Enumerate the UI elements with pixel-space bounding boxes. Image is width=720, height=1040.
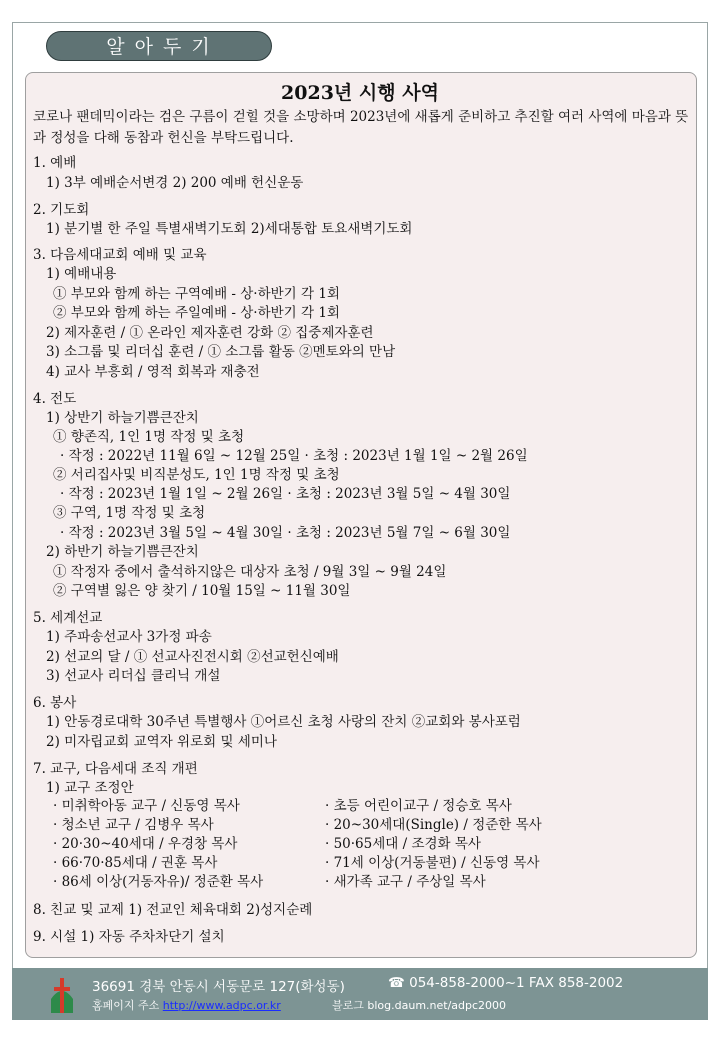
list-item: · 50·65세대 / 조경화 목사 <box>325 836 481 852</box>
list-item: 1) 3부 예배순서변경 2) 200 예배 헌신운동 <box>46 175 304 191</box>
section-heading: 6. 봉사 <box>33 695 77 711</box>
list-item: ② 서리집사및 비직분성도, 1인 1명 작정 및 초청 <box>53 467 340 483</box>
section-heading: 4. 전도 <box>33 391 77 407</box>
section-heading: 9. 시설 1) 자동 주차차단기 설치 <box>33 929 225 945</box>
list-item: 2) 하반기 하늘기쁨큰잔치 <box>46 544 199 560</box>
list-item: · 20~30세대(Single) / 정준한 목사 <box>325 817 542 833</box>
list-item: 2) 미자립교회 교역자 위로회 및 세미나 <box>46 734 277 750</box>
list-item: 2) 제자훈련 / ① 온라인 제자훈련 강화 ② 집중제자훈련 <box>46 325 374 341</box>
list-item: ① 부모와 함께 하는 구역예배 - 상·하반기 각 1회 <box>53 286 340 302</box>
list-item: · 20·30~40세대 / 우경창 목사 <box>53 836 238 852</box>
list-item: 4) 교사 부흥회 / 영적 회복과 재충전 <box>46 364 260 380</box>
list-item: · 초등 어린이교구 / 정승호 목사 <box>325 798 512 814</box>
footer-phone: ☎ 054-858-2000~1 FAX 858-2002 <box>388 975 624 991</box>
list-item: · 작정 : 2023년 1월 1일 ~ 2월 26일 · 초청 : 2023년 3월 5일 ~ 4월 30일 <box>60 486 511 502</box>
list-item: · 작정 : 2022년 11월 6일 ~ 12월 25일 · 초청 : 2023년 1월 1일 ~ 2월 26일 <box>60 448 528 464</box>
section-heading: 8. 친교 및 교제 1) 전교인 체육대회 2)성지순례 <box>33 902 313 918</box>
section-heading: 5. 세계선교 <box>33 610 103 626</box>
footer-blog: 블로그 blog.daum.net/adpc2000 <box>332 999 507 1012</box>
list-item: 3) 선교사 리더십 클리닉 개설 <box>46 668 221 684</box>
homepage-label: 홈페이지 주소 <box>92 999 160 1012</box>
list-item: ③ 구역, 1명 작정 및 초청 <box>53 505 206 521</box>
list-item: 3) 소그룹 및 리더십 훈련 / ① 소그룹 활동 ②멘토와의 만남 <box>46 344 396 360</box>
intro-paragraph: 코로나 팬데믹이라는 검은 구름이 걷힐 것을 소망하며 2023년에 새롭게 준비하고 추진할 여러 사역에 마음과 뜻과 정성을 다해 동참과 헌신을 부탁드립니다. <box>33 109 689 146</box>
list-item: · 미취학아동 교구 / 신동영 목사 <box>53 798 240 814</box>
list-item: ① 작정자 중에서 출석하지않은 대상자 초청 / 9월 3일 ~ 9월 24일 <box>53 564 447 580</box>
list-item: 1) 교구 조정안 <box>46 780 134 796</box>
list-item: · 66·70·85세대 / 권훈 목사 <box>53 855 218 871</box>
section-header-label: 알 아 두 기 <box>46 31 272 61</box>
list-item: 1) 상반기 하늘기쁨큰잔치 <box>46 410 199 426</box>
list-item: ② 부모와 함께 하는 주일예배 - 상·하반기 각 1회 <box>53 305 340 321</box>
list-item: 2) 선교의 달 / ① 선교사진전시회 ②선교헌신예배 <box>46 649 339 665</box>
list-item: ② 구역별 잃은 양 찾기 / 10월 15일 ~ 11월 30일 <box>53 583 351 599</box>
list-item: 1) 주파송선교사 3가정 파송 <box>46 629 212 645</box>
page-title: 2023년 시행 사역 <box>281 82 439 104</box>
list-item: · 청소년 교구 / 김병우 목사 <box>53 817 214 833</box>
list-item: · 86세 이상(거동자유)/ 정준환 목사 <box>53 874 264 890</box>
section-heading: 7. 교구, 다음세대 조직 개편 <box>33 761 198 777</box>
list-item: · 작정 : 2023년 3월 5일 ~ 4월 30일 · 초청 : 2023년 5월 7일 ~ 6월 30일 <box>60 525 511 541</box>
list-item: · 새가족 교구 / 주상일 목사 <box>325 874 486 890</box>
list-item: 1) 예배내용 <box>46 266 117 282</box>
section-heading: 3. 다음세대교회 예배 및 교육 <box>33 247 207 263</box>
section-heading: 1. 예배 <box>33 155 77 171</box>
footer-address: 36691 경북 안동시 서동문로 127(화성동) <box>92 979 345 995</box>
list-item: · 71세 이상(거동불편) / 신동영 목사 <box>325 855 540 871</box>
list-item: 1) 분기별 한 주일 특별새벽기도회 2)세대통합 토요새벽기도회 <box>46 221 413 237</box>
section-heading: 2. 기도회 <box>33 202 90 218</box>
footer-homepage <box>92 997 281 1013</box>
list-item: ① 향존직, 1인 1명 작정 및 초청 <box>53 429 245 445</box>
list-item: 1) 안동경로대학 30주년 특별행사 ①어르신 초청 사랑의 잔치 ②교회와 봉사포럼 <box>46 714 521 730</box>
homepage-link[interactable]: http://www.adpc.or.kr <box>162 999 281 1012</box>
church-cross-logo-icon <box>45 975 79 1015</box>
